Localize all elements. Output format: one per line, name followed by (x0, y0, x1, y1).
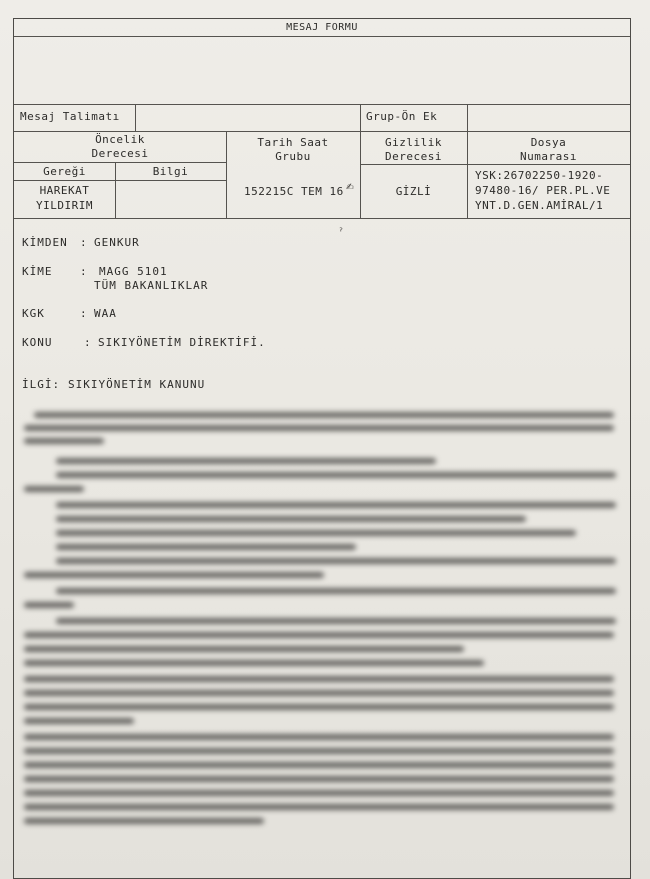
redacted-line (56, 558, 616, 564)
redacted-line (56, 516, 526, 522)
oncelik-label: Öncelik (95, 133, 145, 146)
redacted-line (56, 472, 616, 478)
kime-value: MAGG 5101 (99, 265, 168, 278)
dosya-value-3: YNT.D.GEN.AMİRAL/1 (475, 199, 604, 212)
redacted-line (24, 438, 104, 444)
dosya-value-2: 97480-16/ PER.PL.VE (475, 184, 611, 197)
redacted-line (24, 790, 614, 796)
divider (135, 104, 136, 131)
geregi-value-2: YILDIRIM (36, 199, 93, 212)
gizlilik-label-2: Derecesi (385, 150, 442, 163)
redacted-line (56, 502, 616, 508)
konu-label: KONU (22, 336, 53, 349)
redacted-line (34, 412, 614, 418)
redacted-line (24, 734, 614, 740)
redacted-line (24, 425, 614, 431)
divider (14, 104, 630, 105)
redacted-line (24, 602, 74, 608)
geregi-label: Gereği (43, 165, 86, 178)
dosya-label: Dosya (530, 136, 567, 149)
redacted-line (56, 458, 436, 464)
redacted-line (24, 690, 614, 696)
redacted-line (24, 718, 134, 724)
redacted-line (24, 818, 264, 824)
redacted-line (56, 618, 616, 624)
ilgi-value: SIKIYÖNETİM KANUNU (68, 378, 206, 391)
tarih-label: Tarih Saat (257, 136, 329, 149)
kimden-label: KİMDEN (22, 236, 68, 249)
dosya-value: YSK:26702250-1920- (475, 169, 604, 182)
divider (14, 36, 630, 37)
redacted-line (56, 544, 356, 550)
tarih-value: 152215C TEM 16 (244, 185, 344, 198)
redacted-line (24, 486, 84, 492)
ilgi-label: İLGİ: (22, 378, 61, 391)
colon: : (80, 307, 88, 320)
redacted-body (16, 398, 634, 838)
konu-value: SIKIYÖNETİM DİREKTİFİ. (98, 336, 266, 349)
tarih-label-2: Grubu (275, 150, 311, 163)
kgk-label: KGK (22, 307, 45, 320)
redacted-line (56, 588, 616, 594)
redacted-line (24, 748, 614, 754)
colon: : (80, 236, 88, 249)
kime-label: KİME (22, 265, 53, 278)
divider (14, 180, 226, 181)
mesaj-talimati-label: Mesaj Talimatı (20, 110, 120, 123)
divider (14, 131, 630, 132)
kgk-value: WAA (94, 307, 117, 320)
redacted-line (24, 632, 614, 638)
redacted-line (24, 572, 324, 578)
oncelik-label-2: Derecesi (91, 147, 149, 160)
form-title: MESAJ FORMU (286, 22, 358, 33)
kime-value-2: TÜM BAKANLIKLAR (94, 279, 209, 292)
redacted-line (24, 660, 484, 666)
initials-mark: ✍ (346, 179, 354, 194)
divider (14, 218, 630, 219)
divider (14, 162, 226, 163)
grup-on-ek-label: Grup-Ön Ek (366, 110, 438, 123)
gizlilik-label: Gizlilik (385, 136, 442, 149)
colon: : (80, 265, 88, 278)
redacted-line (56, 530, 576, 536)
colon: : (84, 336, 92, 349)
redacted-line (24, 704, 614, 710)
divider (360, 164, 630, 165)
geregi-value: HAREKAT (39, 184, 90, 197)
redacted-line (24, 762, 614, 768)
dosya-label-2: Numarası (520, 150, 577, 163)
redacted-line (24, 676, 614, 682)
redacted-line (24, 804, 614, 810)
kimden-value: GENKUR (94, 236, 140, 249)
redacted-line (24, 646, 464, 652)
pen-mark: ˀ (338, 228, 345, 239)
bilgi-label: Bilgi (152, 165, 189, 178)
gizlilik-value: GİZLİ (395, 185, 432, 198)
redacted-line (24, 776, 614, 782)
